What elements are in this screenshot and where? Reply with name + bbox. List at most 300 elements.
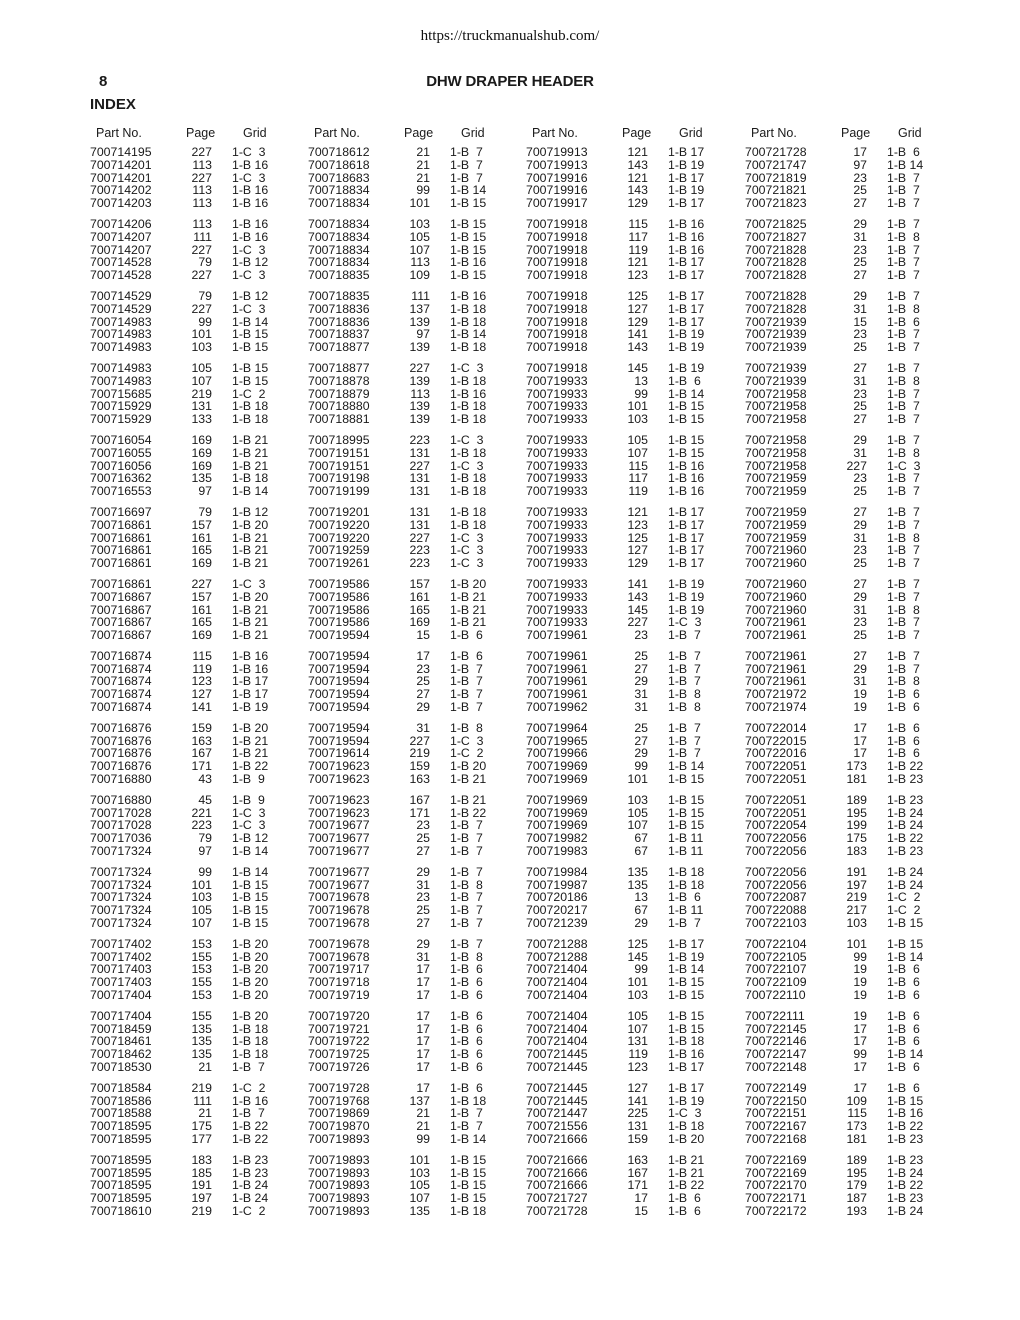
header-part: Part No. <box>314 126 360 140</box>
page-ref: 163 <box>191 733 212 748</box>
part-number: 700722107 <box>745 962 807 977</box>
page-ref: 131 <box>627 1119 648 1134</box>
part-number: 700719720 <box>308 1008 370 1023</box>
grid-ref: 1-B 22 <box>450 805 487 820</box>
grid-ref: 1-B 12 <box>232 255 269 270</box>
page-ref: 199 <box>846 818 867 833</box>
part-number: 700722054 <box>745 818 807 833</box>
table-row <box>526 506 742 519</box>
page-ref: 225 <box>627 1106 648 1121</box>
page-ref: 139 <box>409 373 430 388</box>
table-row <box>745 1154 961 1167</box>
grid-ref: 1-B 21 <box>450 792 487 807</box>
table-row <box>90 362 306 375</box>
page-ref: 17 <box>853 746 867 761</box>
part-number: 700719918 <box>526 360 588 375</box>
grid-ref: 1-B 17 <box>232 687 269 702</box>
part-number: 700714528 <box>90 255 152 270</box>
page-ref: 103 <box>627 792 648 807</box>
grid-ref: 1-B 15 <box>450 216 487 231</box>
grid-ref: 1-B 23 <box>232 1165 269 1180</box>
grid-ref: 1-B 16 <box>668 484 705 499</box>
page-ref: 101 <box>409 1152 430 1167</box>
grid-ref: 1-B 16 <box>232 1093 269 1108</box>
table-row <box>90 303 306 316</box>
part-number: 700722168 <box>745 1131 807 1146</box>
part-number: 700716876 <box>90 720 152 735</box>
table-row <box>745 1133 961 1146</box>
page-ref: 29 <box>853 216 867 231</box>
page-ref: 25 <box>853 484 867 499</box>
page-ref: 183 <box>191 1152 212 1167</box>
table-row <box>526 485 742 498</box>
page-ref: 107 <box>627 1021 648 1036</box>
table-row <box>526 375 742 388</box>
grid-ref: 1-B 6 <box>450 975 483 990</box>
grid-ref: 1-B 21 <box>232 602 269 617</box>
part-number: 700719614 <box>308 746 370 761</box>
grid-ref: 1-B 21 <box>232 530 269 545</box>
part-number: 700722172 <box>745 1203 807 1218</box>
grid-ref: 1-B 15 <box>450 1152 487 1167</box>
grid-ref: 1-B 14 <box>668 962 705 977</box>
table-row <box>308 362 524 375</box>
part-number: 700721445 <box>526 1080 588 1095</box>
part-number: 700716362 <box>90 471 152 486</box>
page-ref: 163 <box>409 772 430 787</box>
table-row <box>745 845 961 858</box>
page-ref: 31 <box>853 301 867 316</box>
row-group <box>308 506 524 570</box>
page-ref: 17 <box>853 1080 867 1095</box>
part-number: 700722147 <box>745 1047 807 1062</box>
part-number: 700722088 <box>745 903 807 918</box>
grid-ref: 1-B 17 <box>668 556 705 571</box>
table-row <box>90 591 306 604</box>
grid-ref: 1-B 24 <box>887 1203 924 1218</box>
grid-ref: 1-B 8 <box>887 229 920 244</box>
grid-ref: 1-B 17 <box>232 674 269 689</box>
part-number: 700719918 <box>526 216 588 231</box>
table-row <box>90 845 306 858</box>
grid-ref: 1-B 17 <box>668 543 705 558</box>
table-row <box>90 629 306 642</box>
page-ref: 19 <box>853 1008 867 1023</box>
page-ref: 141 <box>627 327 648 342</box>
table-row <box>745 197 961 210</box>
page-ref: 29 <box>853 661 867 676</box>
part-number: 700714983 <box>90 340 152 355</box>
grid-ref: 1-B 6 <box>450 628 483 643</box>
page-ref: 139 <box>409 399 430 414</box>
grid-ref: 1-B 8 <box>887 530 920 545</box>
part-number: 700721961 <box>745 648 807 663</box>
row-group <box>745 218 961 282</box>
row-group <box>308 650 524 714</box>
page-ref: 171 <box>409 805 430 820</box>
grid-ref: 1-B 18 <box>450 504 487 519</box>
row-group <box>90 1010 306 1074</box>
part-number: 700714195 <box>90 145 152 159</box>
table-row <box>308 701 524 714</box>
grid-ref: 1-B 17 <box>668 517 705 532</box>
part-number: 700721960 <box>745 602 807 617</box>
page-ref: 119 <box>628 242 648 257</box>
table-row <box>308 218 524 231</box>
part-number: 700721666 <box>526 1178 588 1193</box>
page-ref: 17 <box>416 962 430 977</box>
row-group <box>90 362 306 426</box>
grid-ref: 1-C 2 <box>887 903 921 918</box>
row-group <box>308 866 524 930</box>
part-number: 700718877 <box>308 360 370 375</box>
table-row <box>308 722 524 735</box>
part-number: 700714983 <box>90 360 152 375</box>
table-row <box>308 989 524 1002</box>
table-row <box>90 989 306 1002</box>
grid-ref: 1-B 7 <box>450 916 483 931</box>
table-row <box>526 701 742 714</box>
grid-ref: 1-B 7 <box>450 145 483 159</box>
table-row <box>90 413 306 426</box>
page-ref: 23 <box>416 890 430 905</box>
page-ref: 111 <box>193 1093 212 1108</box>
grid-ref: 1-B 17 <box>668 255 705 270</box>
grid-ref: 1-B 18 <box>668 877 705 892</box>
page-ref: 125 <box>627 530 648 545</box>
grid-ref: 1-B 15 <box>668 988 705 1003</box>
part-number: 700721727 <box>526 1191 588 1206</box>
part-number: 700721445 <box>526 1060 588 1074</box>
grid-ref: 1-B 20 <box>232 949 269 964</box>
page-ref: 223 <box>409 556 430 571</box>
header-grid: Grid <box>243 126 267 140</box>
page-ref: 29 <box>416 936 430 951</box>
page-ref: 113 <box>192 216 212 231</box>
table-row <box>526 557 742 570</box>
table-row <box>308 1133 524 1146</box>
grid-ref: 1-B 8 <box>668 700 701 715</box>
table-row <box>745 989 961 1002</box>
part-number: 700719870 <box>308 1119 370 1134</box>
table-row <box>526 269 742 282</box>
part-number: 700719961 <box>526 661 588 676</box>
part-number: 700721961 <box>745 628 807 643</box>
part-number: 700717402 <box>90 949 152 964</box>
grid-ref: 1-B 8 <box>450 720 483 735</box>
page-ref: 45 <box>198 792 212 807</box>
grid-ref: 1-B 7 <box>450 1106 483 1121</box>
page-ref: 105 <box>409 1178 430 1193</box>
grid-ref: 1-B 15 <box>232 340 269 355</box>
grid-ref: 1-B 17 <box>668 314 705 329</box>
part-number: 700718881 <box>308 412 370 427</box>
page-ref: 117 <box>628 229 648 244</box>
page-ref: 17 <box>416 988 430 1003</box>
part-number: 700721959 <box>745 504 807 519</box>
page-ref: 107 <box>627 445 648 460</box>
table-row <box>526 447 742 460</box>
part-number: 700722110 <box>745 988 806 1003</box>
page-ref: 139 <box>409 340 430 355</box>
page-ref: 31 <box>853 229 867 244</box>
grid-ref: 1-B 18 <box>450 471 487 486</box>
table-row <box>526 989 742 1002</box>
part-number: 700717402 <box>90 936 152 951</box>
part-number: 700719677 <box>308 844 370 859</box>
table-row <box>526 519 742 532</box>
page-ref: 223 <box>409 432 430 447</box>
part-number: 700719677 <box>308 818 370 833</box>
grid-ref: 1-B 16 <box>668 216 705 231</box>
page-ref: 101 <box>409 196 430 211</box>
page-ref: 131 <box>409 504 430 519</box>
grid-ref: 1-C 3 <box>232 301 266 316</box>
page-ref: 31 <box>853 674 867 689</box>
table-row <box>526 1061 742 1074</box>
part-number: 700721747 <box>745 157 807 172</box>
part-number: 700721825 <box>745 216 807 231</box>
part-number: 700718459 <box>90 1021 152 1036</box>
row-group <box>90 290 306 354</box>
row-group <box>90 578 306 642</box>
grid-ref: 1-B 20 <box>232 975 269 990</box>
page-ref: 141 <box>191 700 212 715</box>
page-ref: 15 <box>634 1203 648 1218</box>
page-ref: 145 <box>627 602 648 617</box>
grid-ref: 1-B 7 <box>450 864 483 879</box>
page-ref: 219 <box>191 1080 212 1095</box>
grid-ref: 1-B 7 <box>887 484 920 499</box>
table-row <box>90 197 306 210</box>
part-number: 700717028 <box>90 818 152 833</box>
grid-ref: 1-B 18 <box>668 1034 705 1049</box>
grid-ref: 1-B 14 <box>450 183 487 198</box>
page-ref: 31 <box>853 373 867 388</box>
page-ref: 131 <box>409 471 430 486</box>
table-row <box>745 413 961 426</box>
grid-ref: 1-B 16 <box>232 229 269 244</box>
page-ref: 107 <box>409 1191 430 1206</box>
page-ref: 25 <box>853 255 867 270</box>
part-number: 700722169 <box>745 1152 807 1167</box>
page-ref: 107 <box>191 373 212 388</box>
part-number: 700716874 <box>90 700 152 715</box>
grid-ref: 1-B 23 <box>887 1191 924 1206</box>
grid-ref: 1-B 19 <box>668 589 705 604</box>
page-ref: 29 <box>634 916 648 931</box>
table-row <box>308 794 524 807</box>
grid-ref: 1-B 15 <box>232 903 269 918</box>
row-group <box>745 1082 961 1146</box>
part-number: 700721666 <box>526 1165 588 1180</box>
page-ref: 99 <box>853 949 867 964</box>
grid-ref: 1-B 19 <box>232 700 269 715</box>
grid-ref: 1-B 18 <box>232 471 269 486</box>
table-row <box>526 231 742 244</box>
page-ref: 179 <box>846 1178 867 1193</box>
grid-ref: 1-B 7 <box>668 628 701 643</box>
table-row <box>90 506 306 519</box>
page-ref: 113 <box>192 157 212 172</box>
page-ref: 25 <box>853 340 867 355</box>
table-row <box>90 1133 306 1146</box>
part-number: 700722056 <box>745 864 807 879</box>
table-row <box>90 917 306 930</box>
grid-ref: 1-B 12 <box>232 504 269 519</box>
part-number: 700722171 <box>745 1191 807 1206</box>
table-row <box>308 231 524 244</box>
table-row <box>526 591 742 604</box>
page-ref: 219 <box>191 1203 212 1218</box>
row-group <box>308 434 524 498</box>
table-row <box>745 794 961 807</box>
table-row <box>308 1154 524 1167</box>
row-group <box>745 794 961 858</box>
grid-ref: 1-B 20 <box>232 936 269 951</box>
row-group <box>308 362 524 426</box>
part-number: 700719768 <box>308 1093 370 1108</box>
grid-ref: 1-C 3 <box>450 360 484 375</box>
page-ref: 119 <box>628 484 648 499</box>
table-row <box>745 506 961 519</box>
part-number: 700722015 <box>745 733 807 748</box>
part-number: 700719918 <box>526 327 588 342</box>
part-number: 700718837 <box>308 327 370 342</box>
page-ref: 227 <box>191 145 212 159</box>
table-row <box>745 722 961 735</box>
table-row <box>308 917 524 930</box>
row-group <box>745 1010 961 1074</box>
part-number: 700718595 <box>90 1152 152 1167</box>
page-ref: 105 <box>191 903 212 918</box>
page-ref: 27 <box>853 268 867 283</box>
table-row <box>526 362 742 375</box>
column-header-row <box>745 126 961 146</box>
part-number: 700720186 <box>526 890 588 905</box>
part-number: 700716867 <box>90 628 152 643</box>
page-ref: 103 <box>409 216 430 231</box>
part-number: 700719933 <box>526 556 588 571</box>
grid-ref: 1-B 15 <box>668 975 705 990</box>
grid-ref: 1-B 15 <box>668 432 705 447</box>
part-number: 700719964 <box>526 720 588 735</box>
part-number: 700717324 <box>90 916 152 931</box>
page-ref: 21 <box>198 1060 212 1074</box>
table-row <box>526 1154 742 1167</box>
grid-ref: 1-B 16 <box>450 288 487 303</box>
part-number: 700719893 <box>308 1165 370 1180</box>
part-number: 700721288 <box>526 949 588 964</box>
grid-ref: 1-B 18 <box>450 373 487 388</box>
page-ref: 31 <box>634 687 648 702</box>
grid-ref: 1-C 2 <box>887 890 921 905</box>
part-number: 700718835 <box>308 288 370 303</box>
page-ref: 135 <box>627 864 648 879</box>
page-ref: 165 <box>191 615 212 630</box>
part-number: 700721666 <box>526 1152 588 1167</box>
page-ref: 107 <box>627 818 648 833</box>
page-ref: 191 <box>191 1178 212 1193</box>
row-group <box>745 578 961 642</box>
row-group <box>526 1082 742 1146</box>
grid-ref: 1-B 19 <box>668 340 705 355</box>
row-group <box>526 578 742 642</box>
table-row <box>526 197 742 210</box>
row-group <box>308 146 524 210</box>
page-ref: 131 <box>409 484 430 499</box>
page-ref: 115 <box>628 216 648 231</box>
part-number: 700720217 <box>526 903 588 918</box>
page-ref: 127 <box>627 1080 648 1095</box>
grid-ref: 1-B 18 <box>450 1203 487 1218</box>
row-group <box>90 434 306 498</box>
header-part: Part No. <box>532 126 578 140</box>
table-row <box>90 1061 306 1074</box>
part-number: 700718462 <box>90 1047 152 1062</box>
grid-ref: 1-B 17 <box>668 504 705 519</box>
grid-ref: 1-B 7 <box>887 327 920 342</box>
page-ref: 125 <box>627 936 648 951</box>
table-row <box>745 218 961 231</box>
grid-ref: 1-B 15 <box>450 1178 487 1193</box>
table-row <box>526 146 742 159</box>
page-ref: 123 <box>191 674 212 689</box>
part-number: 700719728 <box>308 1080 370 1095</box>
page-ref: 101 <box>627 975 648 990</box>
grid-ref: 1-B 17 <box>668 170 705 185</box>
page-ref: 17 <box>634 1191 648 1206</box>
row-group <box>308 938 524 1002</box>
part-number: 700721828 <box>745 301 807 316</box>
part-number: 700719869 <box>308 1106 370 1121</box>
page-ref: 25 <box>416 831 430 846</box>
part-number: 700719586 <box>308 602 370 617</box>
part-number: 700717028 <box>90 805 152 820</box>
grid-ref: 1-B 6 <box>887 687 920 702</box>
part-number: 700721404 <box>526 988 588 1003</box>
page-ref: 141 <box>627 1093 648 1108</box>
part-number: 700714207 <box>90 229 152 244</box>
part-number: 700722051 <box>745 792 807 807</box>
grid-ref: 1-C 3 <box>232 145 266 159</box>
table-row <box>745 629 961 642</box>
page-ref: 189 <box>846 792 867 807</box>
table-row <box>308 650 524 663</box>
page-ref: 197 <box>191 1191 212 1206</box>
index-column-2 <box>308 126 524 1226</box>
page-ref: 227 <box>409 360 430 375</box>
part-number: 700721958 <box>745 386 807 401</box>
grid-ref: 1-B 19 <box>668 949 705 964</box>
page-ref: 21 <box>416 1119 430 1134</box>
table-row <box>745 231 961 244</box>
grid-ref: 1-B 7 <box>668 720 701 735</box>
grid-ref: 1-B 7 <box>887 288 920 303</box>
page-ref: 127 <box>627 301 648 316</box>
grid-ref: 1-B 19 <box>668 1093 705 1108</box>
table-row <box>90 650 306 663</box>
part-number: 700721666 <box>526 1131 588 1146</box>
grid-ref: 1-B 7 <box>887 242 920 257</box>
page-ref: 127 <box>627 543 648 558</box>
part-number: 700719933 <box>526 589 588 604</box>
source-url[interactable]: https://truckmanualshub.com/ <box>420 28 600 44</box>
part-number: 700719586 <box>308 589 370 604</box>
grid-ref: 1-B 19 <box>668 157 705 172</box>
page-ref: 17 <box>416 1060 430 1074</box>
column-header-row <box>308 126 524 146</box>
